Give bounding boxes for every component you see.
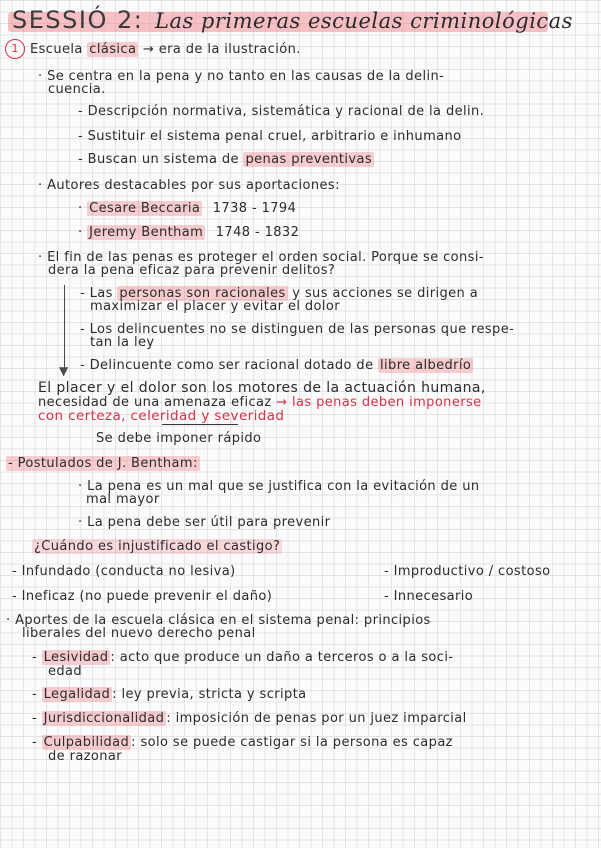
unjustified-right-1: - Improductivo / costoso bbox=[384, 564, 551, 579]
conclusion-line-3: con certeza, celeridad y severidad bbox=[38, 408, 285, 424]
reason-1: - Las personas son racionales y sus acciones se dirigen a bbox=[80, 286, 479, 301]
page-title: Las primeras escuelas criminológicas bbox=[155, 9, 573, 33]
session-label: SESSIÓ 2: bbox=[12, 6, 144, 34]
principle-lesividad-line-2: edad bbox=[48, 664, 83, 679]
authors-heading: · Autores destacables por sus aportaciones: bbox=[38, 178, 340, 193]
unjustified-right-2: - Innecesario bbox=[384, 589, 474, 604]
heading-suffix: → era de la ilustración. bbox=[142, 42, 301, 57]
section-number-badge: 1 bbox=[5, 39, 25, 59]
principle-name: Jurisdiccionalidad bbox=[43, 711, 165, 726]
conclusion-line-2: necesidad de una amenaza eficaz → las penas deben imponerse bbox=[38, 395, 482, 410]
preventive-line bbox=[78, 152, 374, 167]
postulate-1: · La pena es un mal que se justifica con la evitación de un bbox=[78, 479, 480, 494]
reason-highlight: libre albedrío bbox=[380, 358, 472, 373]
reason-1-line-2: maximizar el placer y evitar el dolor bbox=[90, 299, 340, 314]
focus-point-2: - Sustituir el sistema penal cruel, arbitrario e inhumano bbox=[78, 129, 462, 144]
principle-name: Legalidad bbox=[43, 687, 111, 702]
principle-culpabilidad-line-2: de razonar bbox=[48, 749, 123, 764]
contributions-line-1: · Aportes de la escuela clásica en el sistema penal: principios bbox=[6, 613, 431, 628]
focus-line-2: cuencia. bbox=[48, 82, 106, 97]
focus-line-1: · Se centra en la pena y no tanto en las causas de la delin- bbox=[38, 69, 445, 84]
reason-2: - Los delincuentes no se distinguen de las personas que respe- bbox=[80, 322, 515, 337]
preventive-prefix: - Buscan un sistema de bbox=[78, 152, 239, 167]
contributions-line-2: liberales del nuevo derecho penal bbox=[22, 626, 256, 641]
principle-name: Culpabilidad bbox=[43, 735, 130, 750]
reason-2-line-2: tan la ley bbox=[90, 335, 155, 350]
principle-lesividad: - Lesividad : acto que produce un daño a terceros o a la soci- bbox=[32, 650, 454, 665]
principle-culpabilidad: - Culpabilidad : solo se puede castigar si la persona es capaz bbox=[32, 735, 453, 750]
principle-name: Lesividad bbox=[43, 650, 109, 665]
author-name: Jeremy Bentham bbox=[89, 225, 204, 240]
down-arrow-line bbox=[64, 285, 65, 371]
heading-prefix: Escuela bbox=[30, 42, 83, 57]
author-years: 1748 - 1832 bbox=[215, 225, 300, 240]
section-heading bbox=[30, 42, 301, 57]
heading-highlight: clásica bbox=[89, 42, 137, 57]
author-years: 1738 - 1794 bbox=[212, 201, 297, 216]
conclusion-line-4: Se debe imponer rápido bbox=[96, 431, 262, 446]
unjustified-left-2: - Ineficaz (no puede prevenir el daño) bbox=[12, 589, 273, 604]
principle-jurisdiccionalidad: - Jurisdiccionalidad : imposición de penas por un juez imparcial bbox=[32, 711, 467, 726]
down-arrow-icon: ▼ bbox=[59, 364, 69, 378]
unjustified-left-1: - Infundado (conducta no lesiva) bbox=[12, 564, 236, 579]
conclusion-line-1: El placer y el dolor son los motores de la actuación humana, bbox=[38, 380, 486, 396]
postulate-2: · La pena debe ser útil para prevenir bbox=[78, 515, 331, 530]
conclusion-emphasis: → las penas deben imponerse bbox=[276, 395, 482, 410]
focus-point-1: - Descripción normativa, sistemática y racional de la delin. bbox=[78, 104, 485, 119]
postulates-heading: - Postulados de J. Bentham: bbox=[8, 456, 198, 471]
preventive-highlight: penas preventivas bbox=[245, 152, 373, 167]
reason-3: - Delincuente como ser racional dotado de libre albedrío bbox=[80, 358, 472, 373]
principle-legalidad: - Legalidad : ley previa, stricta y scripta bbox=[32, 687, 307, 702]
postulate-1-line-2: mal mayor bbox=[86, 492, 160, 507]
question: ¿Cuándo es injustificado el castigo? bbox=[34, 539, 281, 554]
author-name: Cesare Beccaria bbox=[89, 201, 201, 216]
author-beccaria: · Cesare Beccaria 1738 - 1794 bbox=[78, 201, 297, 216]
celeridad-underline bbox=[162, 424, 238, 425]
goal-line-2: dera la pena eficaz para prevenir delitos? bbox=[48, 263, 336, 278]
reason-highlight: personas son racionales bbox=[119, 286, 286, 301]
author-bentham: · Jeremy Bentham 1748 - 1832 bbox=[78, 225, 300, 240]
goal-line-1: · El fin de las penas es proteger el orden social. Porque se consi- bbox=[38, 250, 484, 265]
